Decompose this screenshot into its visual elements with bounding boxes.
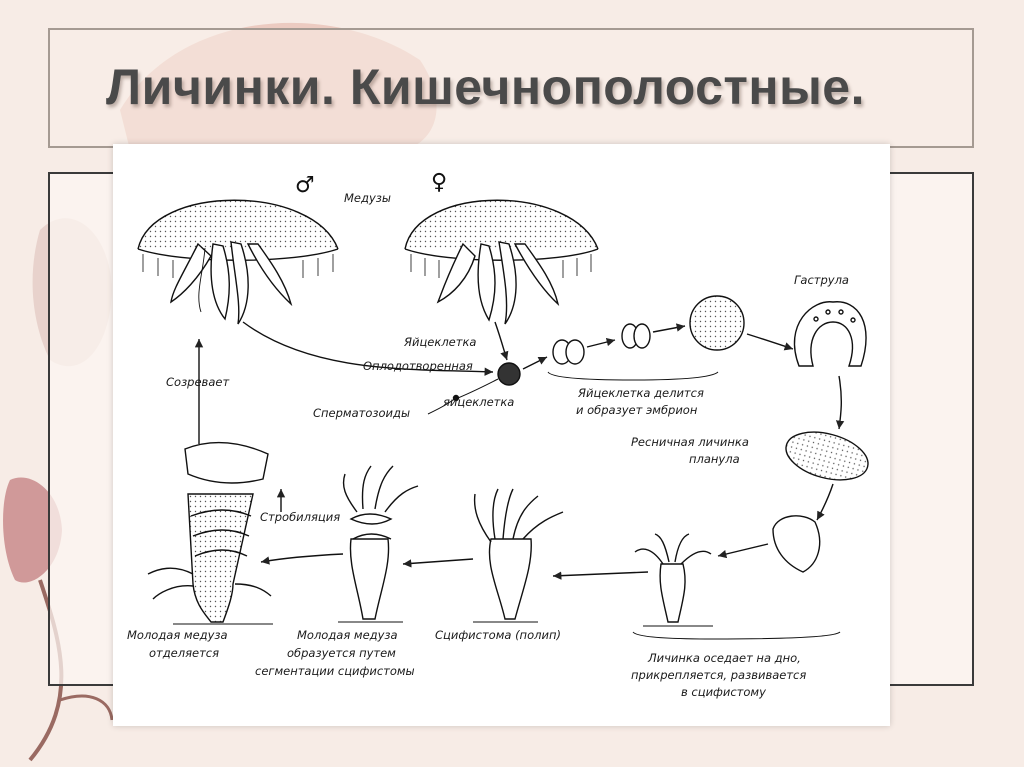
fertilized-egg [498, 363, 520, 385]
settling-larva [773, 516, 820, 572]
female-symbol: ♀ [431, 170, 448, 195]
arrow-polyp-to-scyphistoma [553, 572, 648, 576]
blastula [690, 296, 744, 350]
slide-title: Личинки. Кишечнополостные. [106, 59, 865, 115]
arrow-scyphistoma-to-strobila [403, 559, 473, 564]
label-young-forms-3: сегментации сцифистомы [255, 664, 415, 678]
scyphistoma-polyp [473, 489, 563, 622]
arrow-egg-to-2cell [523, 357, 547, 369]
label-settles-2: прикрепляется, развивается [631, 668, 807, 682]
label-sperm: Сперматозоиды [313, 406, 411, 420]
label-medusae: Медузы [344, 191, 391, 205]
branch-line [60, 696, 112, 720]
label-young-forms-2: образуется путем [287, 646, 396, 660]
label-young-separates-1: Молодая медуза [127, 628, 228, 642]
label-egg-cell: Яйцеклетка [404, 335, 477, 349]
detaching-medusa [148, 443, 273, 624]
label-divides-1: Яйцеклетка делится [578, 386, 704, 400]
label-fertilized-2: яйцеклетка [443, 395, 515, 409]
arrow-settling-to-polyp [718, 544, 768, 556]
arrow-gastrula-to-planula [839, 376, 841, 429]
label-gastrula: Гаструла [794, 273, 849, 287]
label-divides-2: и образует эмбрион [576, 403, 698, 417]
settling-bracket [633, 632, 840, 639]
arrow-2cell-to-4cell [587, 340, 615, 347]
cleavage-bracket [548, 372, 718, 380]
label-scyphistoma: Сцифистома (полип) [435, 628, 561, 642]
label-fertilized-1: Оплодотворенная [363, 359, 473, 373]
arrow-strobila-to-detaching [261, 554, 343, 562]
two-cell-stage [553, 340, 584, 364]
male-medusa [138, 200, 338, 324]
label-young-separates-2: отделяется [149, 646, 220, 660]
label-young-forms-1: Молодая медуза [297, 628, 398, 642]
label-planula-2: планула [689, 452, 740, 466]
lifecycle-diagram [113, 144, 890, 726]
female-medusa [405, 200, 598, 324]
arrow-female-to-egg [495, 322, 507, 360]
strobila [338, 466, 418, 622]
label-settles-1: Личинка оседает на дно, [648, 651, 801, 665]
arrow-4cell-to-blastula [653, 326, 685, 332]
label-planula-1: Ресничная личинка [631, 435, 749, 449]
young-polyp [635, 534, 713, 626]
male-symbol: ♂ [295, 173, 315, 198]
four-cell-stage [622, 324, 650, 348]
label-settles-3: в сцифистому [681, 685, 766, 699]
planula-larva [781, 424, 874, 488]
lifecycle-svg [113, 144, 890, 726]
label-matures: Созревает [166, 375, 230, 389]
arrow-blastula-to-gastrula [747, 334, 793, 349]
label-strobilation: Стробиляция [260, 510, 341, 524]
arrow-planula-to-settling [817, 484, 833, 520]
